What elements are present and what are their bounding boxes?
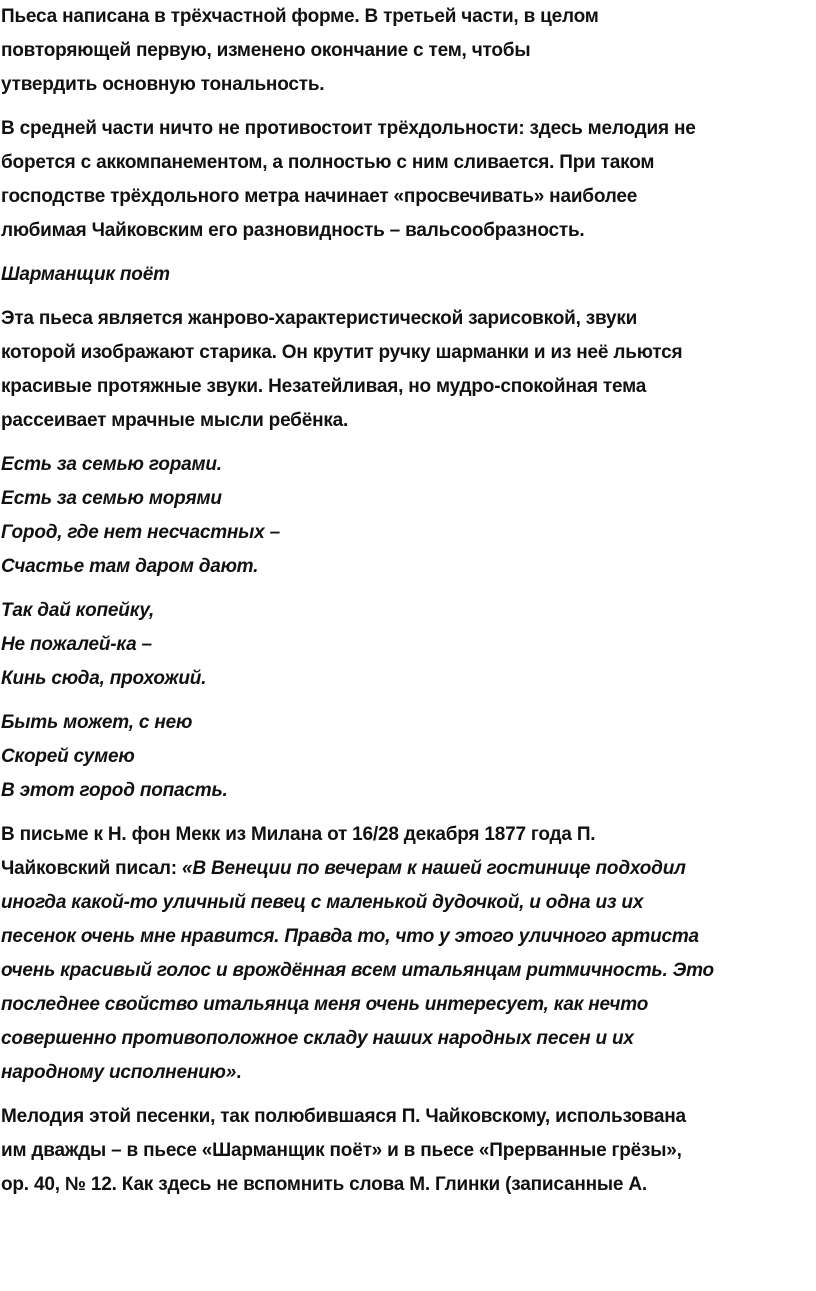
poem-stanza-2: [1, 594, 816, 696]
paragraph-form-description: [1, 0, 816, 102]
text-line: В средней части ничто не противостоит трёхдольности: здесь мелодия не: [1, 118, 696, 139]
paragraph-letter-quote: [1, 818, 816, 1090]
text-line: господстве трёхдольного метра начинает «просвечивать» наиболее: [1, 186, 638, 207]
text-line: любимая Чайковским его разновидность – вальсообразность.: [1, 220, 585, 241]
poem-stanza-1: [1, 448, 816, 584]
text-line: ор. 40, № 12. Как здесь не вспомнить слова М. Глинки (записанные А.: [1, 1174, 647, 1195]
text-line: которой изображают старика. Он крутит ручку шарманки и из неё льются: [1, 342, 683, 363]
poem-line: Есть за семью горами.: [1, 454, 222, 475]
quote-line: последнее свойство итальянца меня очень интересует, как нечто: [1, 994, 649, 1015]
text-line-mixed: [1, 852, 816, 886]
text-line: им дважды – в пьесе «Шарманщик поёт» и в пьесе «Прерванные грёзы»,: [1, 1140, 682, 1161]
text-line: Пьеса написана в трёхчастной форме. В третьей части, в целом: [1, 6, 599, 27]
poem-line: Есть за семью морями: [1, 488, 222, 509]
text-line: Эта пьеса является жанрово-характеристической зарисовкой, звуки: [1, 308, 638, 329]
text-line: рассеивает мрачные мысли ребёнка.: [1, 410, 349, 431]
poem-line: В этот город попасть.: [1, 780, 228, 801]
poem-line: Так дай копейку,: [1, 600, 155, 621]
quote-line: совершенно противоположное складу наших народных песен и их: [1, 1028, 634, 1049]
poem-stanza-3: [1, 706, 816, 808]
poem-line: Скорей сумею: [1, 746, 135, 767]
text-line: Мелодия этой песенки, так полюбившаяся П. Чайковскому, использована: [1, 1106, 686, 1127]
poem-line: Быть может, с нею: [1, 712, 193, 733]
quote-line: очень красивый голос и врождённая всем итальянцам ритмичность. Это: [1, 960, 714, 981]
quote-line: иногда какой-то уличный певец с маленькой дудочкой, и одна из их: [1, 892, 644, 913]
section-title: [1, 258, 816, 292]
poem-line: Счастье там даром дают.: [1, 556, 259, 577]
text-plain: .: [236, 1062, 242, 1083]
quote-line: песенок очень мне нравится. Правда то, что у этого уличного артиста: [1, 926, 699, 947]
paragraph-melody: [1, 1100, 816, 1202]
quote-text: народному исполнению»: [1, 1062, 237, 1083]
poem-line: Кинь сюда, прохожий.: [1, 668, 207, 689]
paragraph-piece-description: [1, 302, 816, 438]
text-plain: Чайковский писал:: [1, 858, 182, 879]
section-title-text: Шарманщик поёт: [1, 264, 170, 285]
paragraph-middle-part: [1, 112, 816, 248]
text-line: борется с аккомпанементом, а полностью с ним сливается. При таком: [1, 152, 655, 173]
poem-line: Не пожалей-ка –: [1, 634, 152, 655]
text-line: В письме к Н. фон Мекк из Милана от 16/28 декабря 1877 года П.: [1, 824, 596, 845]
text-line: утвердить основную тональность.: [1, 74, 325, 95]
poem-line: Город, где нет несчастных –: [1, 522, 280, 543]
quote-text: «В Венеции по вечерам к нашей гостинице подходил: [181, 858, 686, 879]
text-line: повторяющей первую, изменено окончание с тем, чтобы: [1, 40, 531, 61]
text-line-mixed: [1, 1056, 816, 1090]
text-line: красивые протяжные звуки. Незатейливая, но мудро-спокойная тема: [1, 376, 647, 397]
